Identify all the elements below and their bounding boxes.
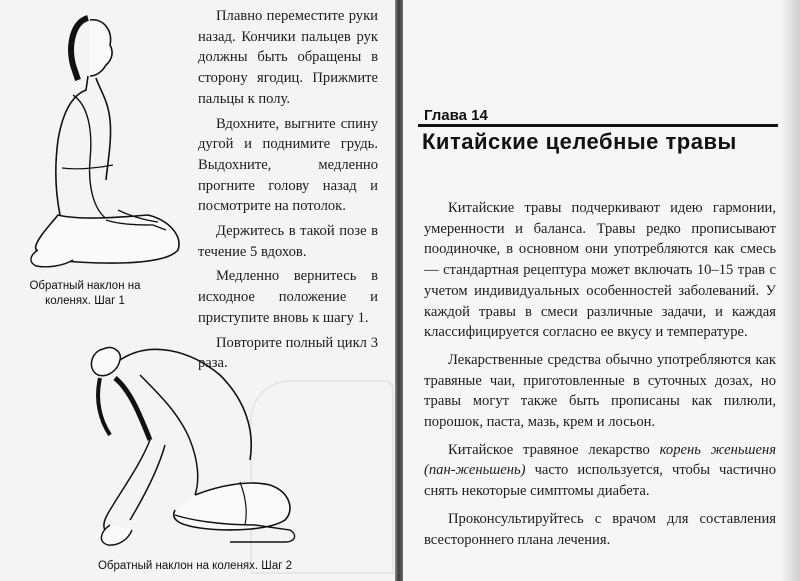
left-paragraph-5: Повторите полный цикл 3 раза. [198,334,378,372]
left-paragraph-3: Держитесь в такой позе в течение 5 вдохов. [198,223,378,260]
ginseng-term: корень женьшеня (пан-женьшень) [424,441,776,479]
right-paragraph-3-end: часто используется, чтобы частично снять некоторые симптомы диабета. [424,462,776,500]
book-gutter [395,0,403,581]
chapter-label: Глава 14 [424,107,488,124]
left-paragraph-2: Вдохните, выгните спину дугой и поднимите грудь. Выдохните, медленно прогните голову назад и посмотрите на потолок. [198,115,378,215]
right-body-text [424,198,776,557]
chapter-title: Китайские целебные травы [422,129,737,154]
chapter-divider [418,124,778,127]
right-paragraph-3-start: Китайское травяное лекарство [448,441,660,458]
right-paragraph-1: Китайские травы подчеркивают идею гармонии, умеренности и баланса. Травы редко прописывают поодиночке, в основном они употребляются как смесь — стандартная рецептура может включать 10–15 трав с учетом индивидуальных особенностей заболеваний. У каждой травы в смеси различные задачи, и каждая классифицируется согласно ее вкусу и температуре. [424,200,776,341]
yoga-figure-step1-illustration [18,10,193,275]
right-paragraph-3 [424,440,776,502]
page-edge-shadow [782,0,800,581]
right-paragraph-2: Лекарственные средства обычно употребляются как травяные чаи, приготовленные в суточных дозах, но травы могут также быть прописаны как пилюли, порошок, паста, мазь, крем и лосьон. [424,351,776,431]
right-paragraph-4: Проконсультируйтесь с врачом для составления всестороннего плана лечения. [424,510,776,548]
left-paragraph-4: Медленно вернитесь в исходное положение и приступите вновь к шагу 1. [198,268,378,326]
figure1-caption: Обратный наклон на коленях. Шаг 1 [29,280,141,307]
left-body-text [198,6,378,378]
figure2-caption: Обратный наклон на коленях. Шаг 2 [97,560,293,572]
left-paragraph-1: Плавно переместите руки назад. Кончики пальцев рук должны быть обращены в сторону ягодиц. Прижмите пальцы к полу. [198,8,378,107]
left-page [0,0,395,581]
